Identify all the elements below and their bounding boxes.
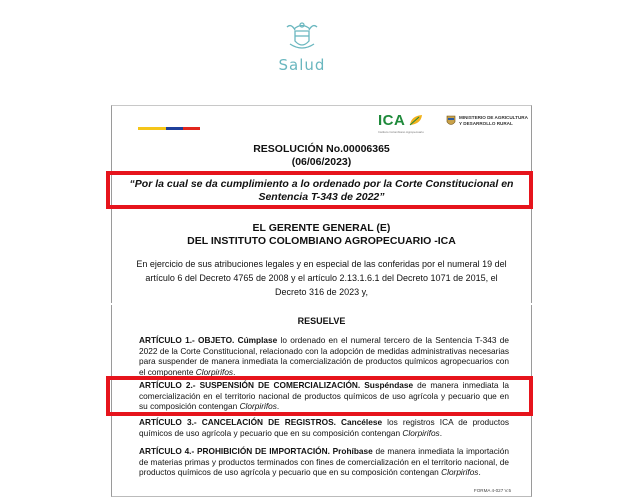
authority-title: EL GERENTE GENERAL (E): [252, 222, 391, 234]
leaf-icon: [409, 114, 423, 126]
coat-of-arms-icon: [282, 18, 322, 54]
article-heading: ARTÍCULO 1.- OBJETO.: [139, 335, 235, 345]
ministry-line-1: MINISTERIO DE AGRICULTURA: [459, 115, 528, 120]
article-verb: Prohíbase: [332, 446, 373, 456]
salud-logo: [262, 18, 342, 78]
article-end: .: [276, 401, 280, 412]
article-text: lo ordenado en el numeral tercero de la Sentencia T-343 de 2022 de la Corte Constitucional, relacionado con la adopción de medidas administrativas necesarias para suspender de manera inmediata la comercialización de productos químicos agropecuarios con el componente: [139, 335, 509, 377]
resolution-title-line-2: Sentencia T-343 de 2022”: [258, 191, 385, 203]
article-text: de manera inmediata la comercialización en el territorio nacional de productos químicos de uso agrícola y pecuario que en su composición contengan: [139, 380, 509, 412]
article-3: [139, 417, 509, 438]
article-verb: Suspéndase: [364, 380, 414, 390]
ica-logo: [378, 112, 438, 132]
article-1: [139, 335, 509, 377]
article-4: [139, 446, 509, 478]
flag-red: [183, 127, 200, 130]
article-text: de manera inmediata la importación de materias primas y productos terminados con fines de comercialización en el territorio nacional, de productos químicos de uso agrícola y pecuario que en su composición contengan: [139, 446, 509, 478]
resuelve-heading: RESUELVE: [297, 316, 346, 326]
article-heading: ARTÍCULO 3.- CANCELACIÓN DE REGISTROS.: [139, 417, 336, 427]
form-code: FORMA 4-027 V.5: [473, 488, 511, 493]
ica-logo-text: ICA: [378, 112, 406, 129]
flag-yellow: [138, 127, 166, 130]
article-end: .: [233, 366, 236, 377]
article-emphasis: Clorpirifos: [402, 427, 440, 438]
resolution-title-line-1: “Por la cual se da cumplimiento a lo ordenado por la Corte Constitucional en: [129, 178, 514, 190]
article-verb: Cúmplase: [237, 335, 278, 345]
ministry-crest-icon: [446, 114, 456, 127]
article-heading: ARTÍCULO 2.- SUSPENSIÓN DE COMERCIALIZACIÓN.: [139, 380, 361, 390]
article-emphasis: Clorpirifos: [195, 366, 234, 377]
preamble-text: En ejercicio de sus atribuciones legales y en especial de las conferidas por el numeral 19 del artículo 6 del Decreto 4765 de 2008 y el artículo 2.13.1.6.1 del Decreto 1071 de 2015, el Decreto 316 de 2023 y,: [136, 259, 507, 297]
title-highlight-box: [106, 171, 533, 209]
ministry-name: [459, 115, 528, 127]
logo-text: Salud: [278, 56, 326, 74]
article-end: .: [478, 467, 481, 478]
article-emphasis: Clorpirifos: [239, 401, 277, 412]
article-emphasis: Clorpirifos: [441, 467, 479, 478]
article-verb: Cancélese: [341, 417, 383, 427]
authority-institute: DEL INSTITUTO COLOMBIANO AGROPECUARIO -ICA: [187, 235, 456, 247]
ica-subtitle: Instituto Colombiano Agropecuario: [378, 130, 424, 134]
resolution-number: RESOLUCIÓN No.00006365: [253, 143, 390, 155]
flag-blue: [166, 127, 183, 130]
article-2-highlight-box: [106, 376, 533, 416]
article-end: .: [439, 427, 443, 438]
colombia-flag-stripe: [138, 127, 200, 130]
article-heading: ARTÍCULO 4.- PROHIBICIÓN DE IMPORTACIÓN.: [139, 446, 330, 456]
resolution-date: (06/06/2023): [291, 156, 352, 168]
article-text: los registros ICA de productos químicos de uso agrícola y pecuario que en su composición contengan: [139, 417, 509, 438]
ministry-line-2: Y DESARROLLO RURAL: [459, 121, 513, 126]
